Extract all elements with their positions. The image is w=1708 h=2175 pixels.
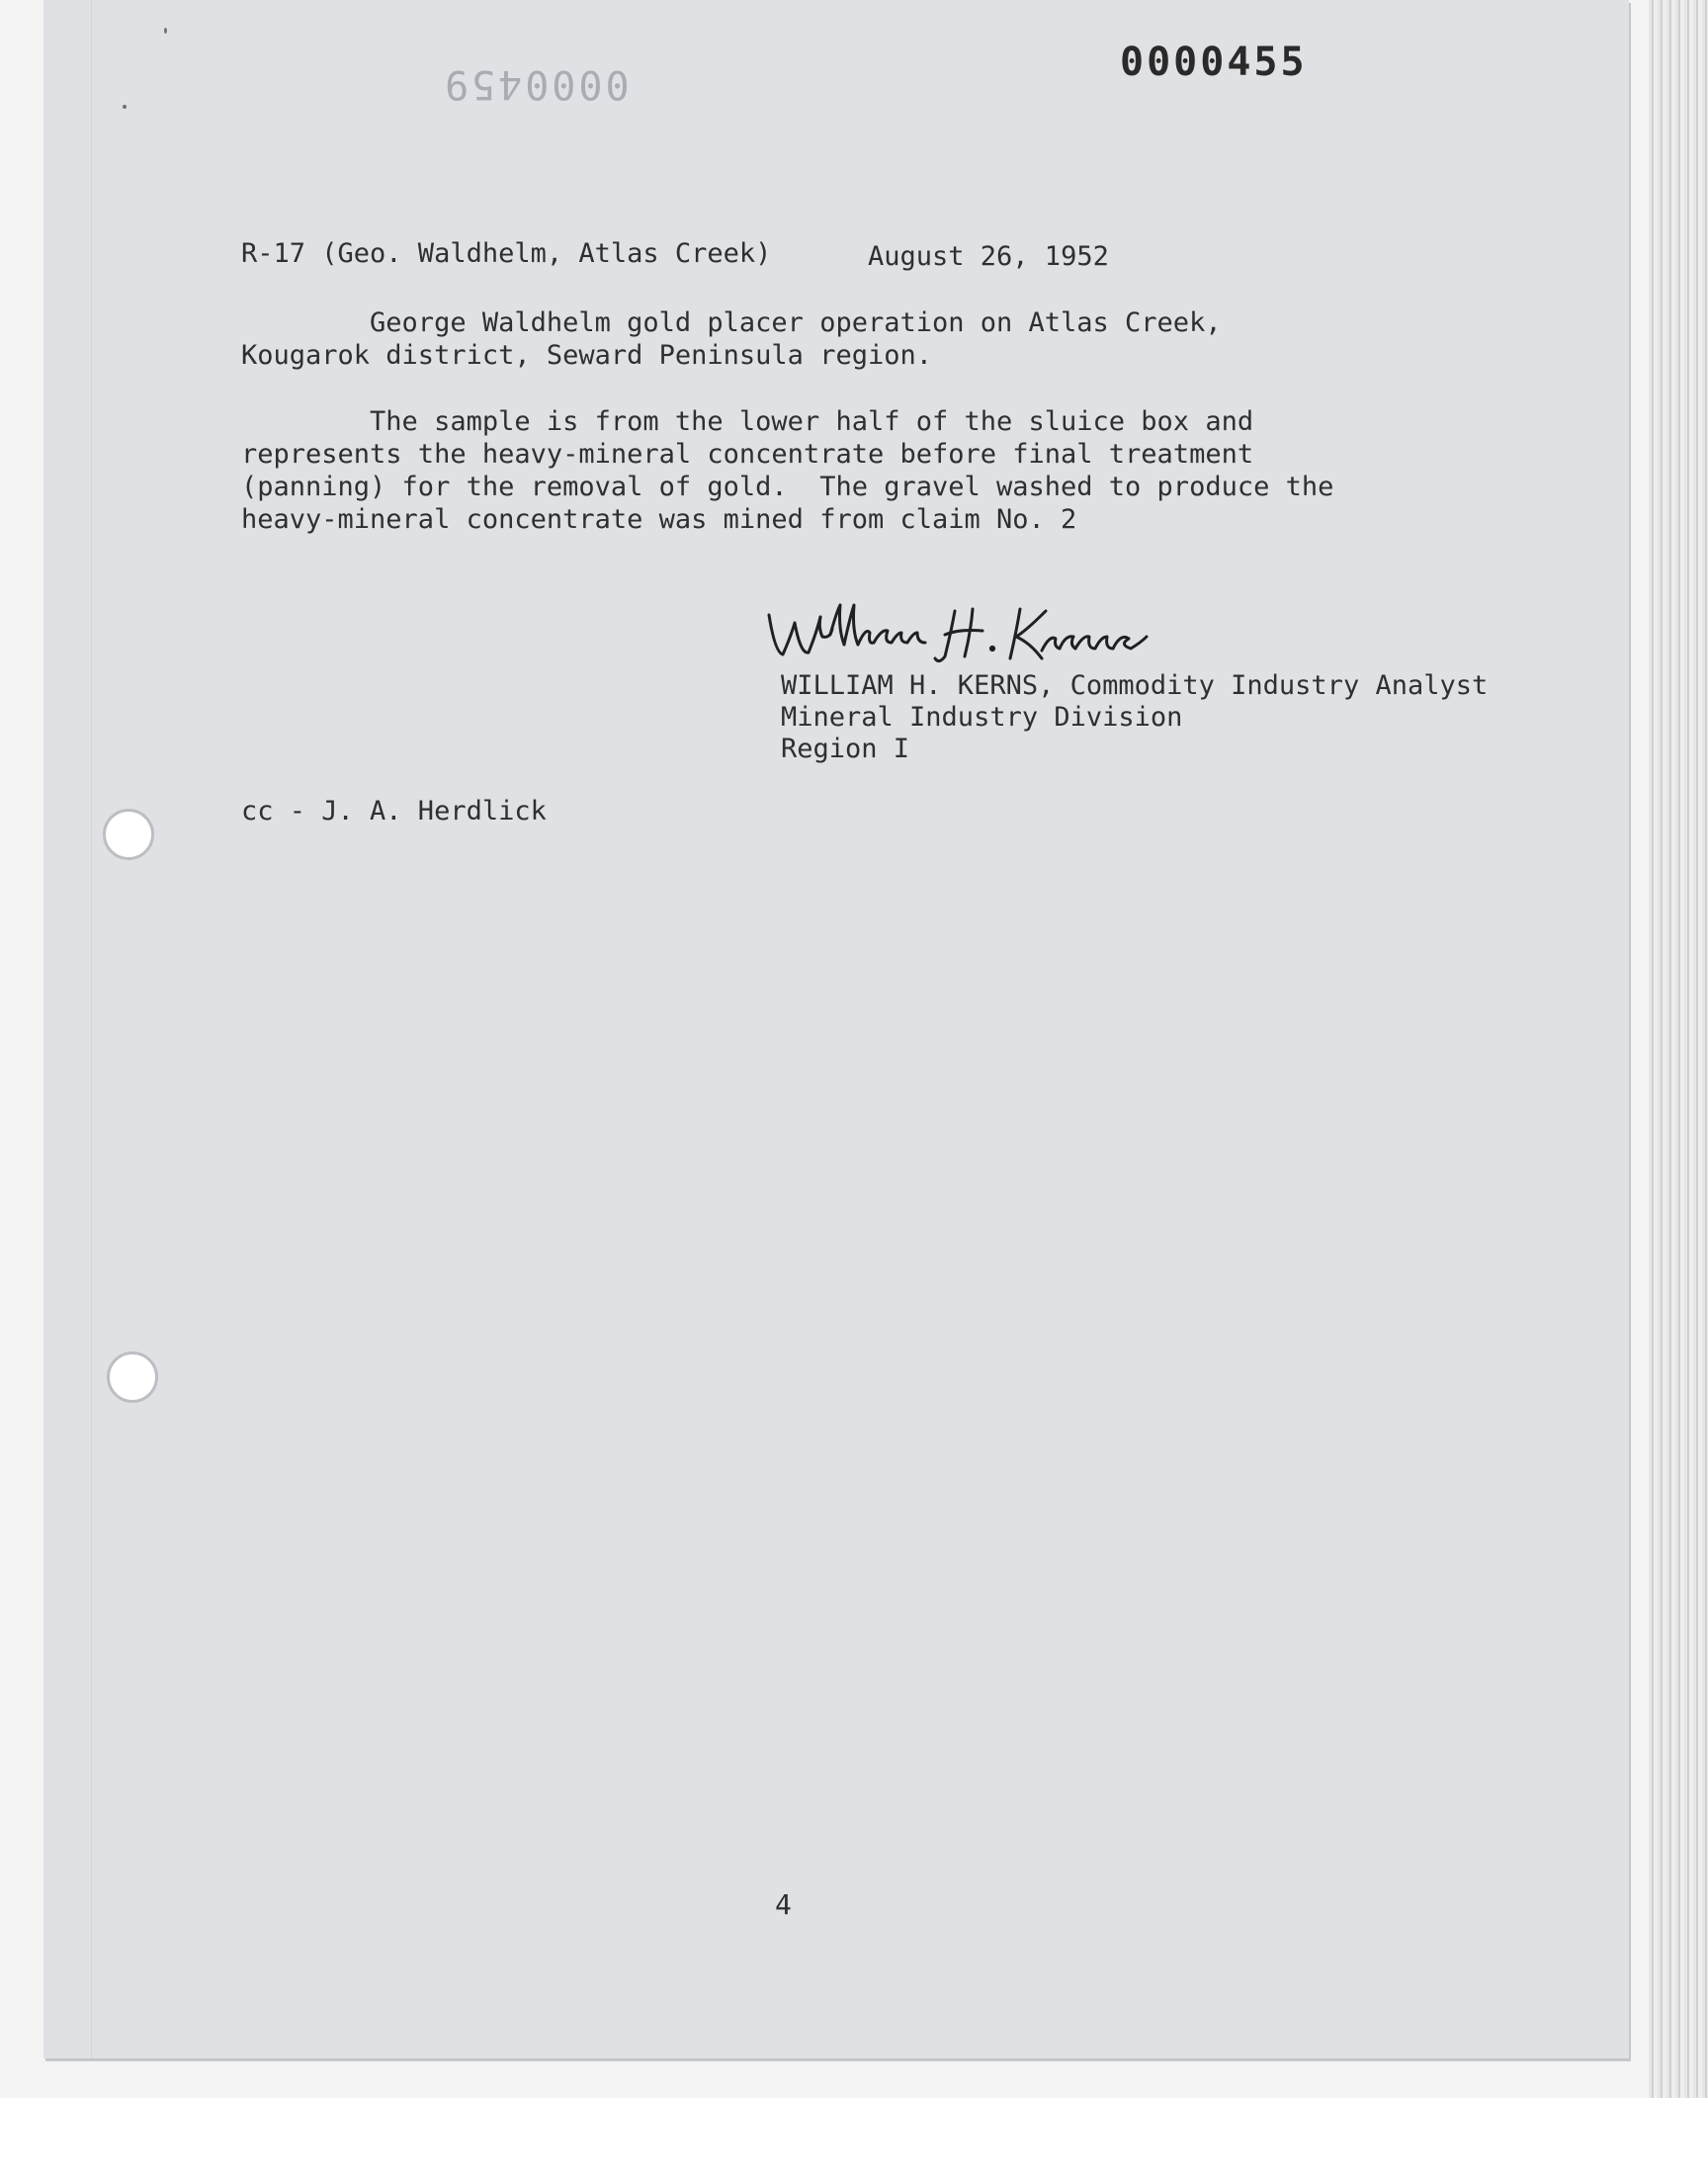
bleed-through-number: 0000459 <box>442 61 630 107</box>
memo-paragraph-1: George Waldhelm gold placer operation on Atlas Creek, Kougarok district, Seward Peninsula region. <box>241 307 1222 371</box>
binder-hole <box>103 809 154 860</box>
memo-date: August 26, 1952 <box>868 241 1109 272</box>
carbon-copy-line: cc - J. A. Herdlick <box>241 796 547 826</box>
page-fold-line <box>91 0 92 2058</box>
memo-paragraph-2: The sample is from the lower half of the sluice box and represents the heavy-mineral concentrate before final treatment (panning) for the removal of gold. The gravel washed to produce the heavy-mineral concentrate was mined from claim No. 2 <box>241 406 1334 535</box>
memo-reference: R-17 (Geo. Waldhelm, Atlas Creek) <box>241 238 772 269</box>
page-stack-edge <box>1649 0 1708 2098</box>
handwritten-signature <box>761 593 1216 682</box>
signature-block: WILLIAM H. KERNS, Commodity Industry Analyst Mineral Industry Division Region I <box>781 670 1489 764</box>
binder-hole <box>107 1351 158 1403</box>
page-number: 4 <box>775 1888 792 1921</box>
document-number: 0000455 <box>1120 40 1308 85</box>
dust-speck <box>164 28 167 34</box>
dust-speck <box>123 105 127 109</box>
